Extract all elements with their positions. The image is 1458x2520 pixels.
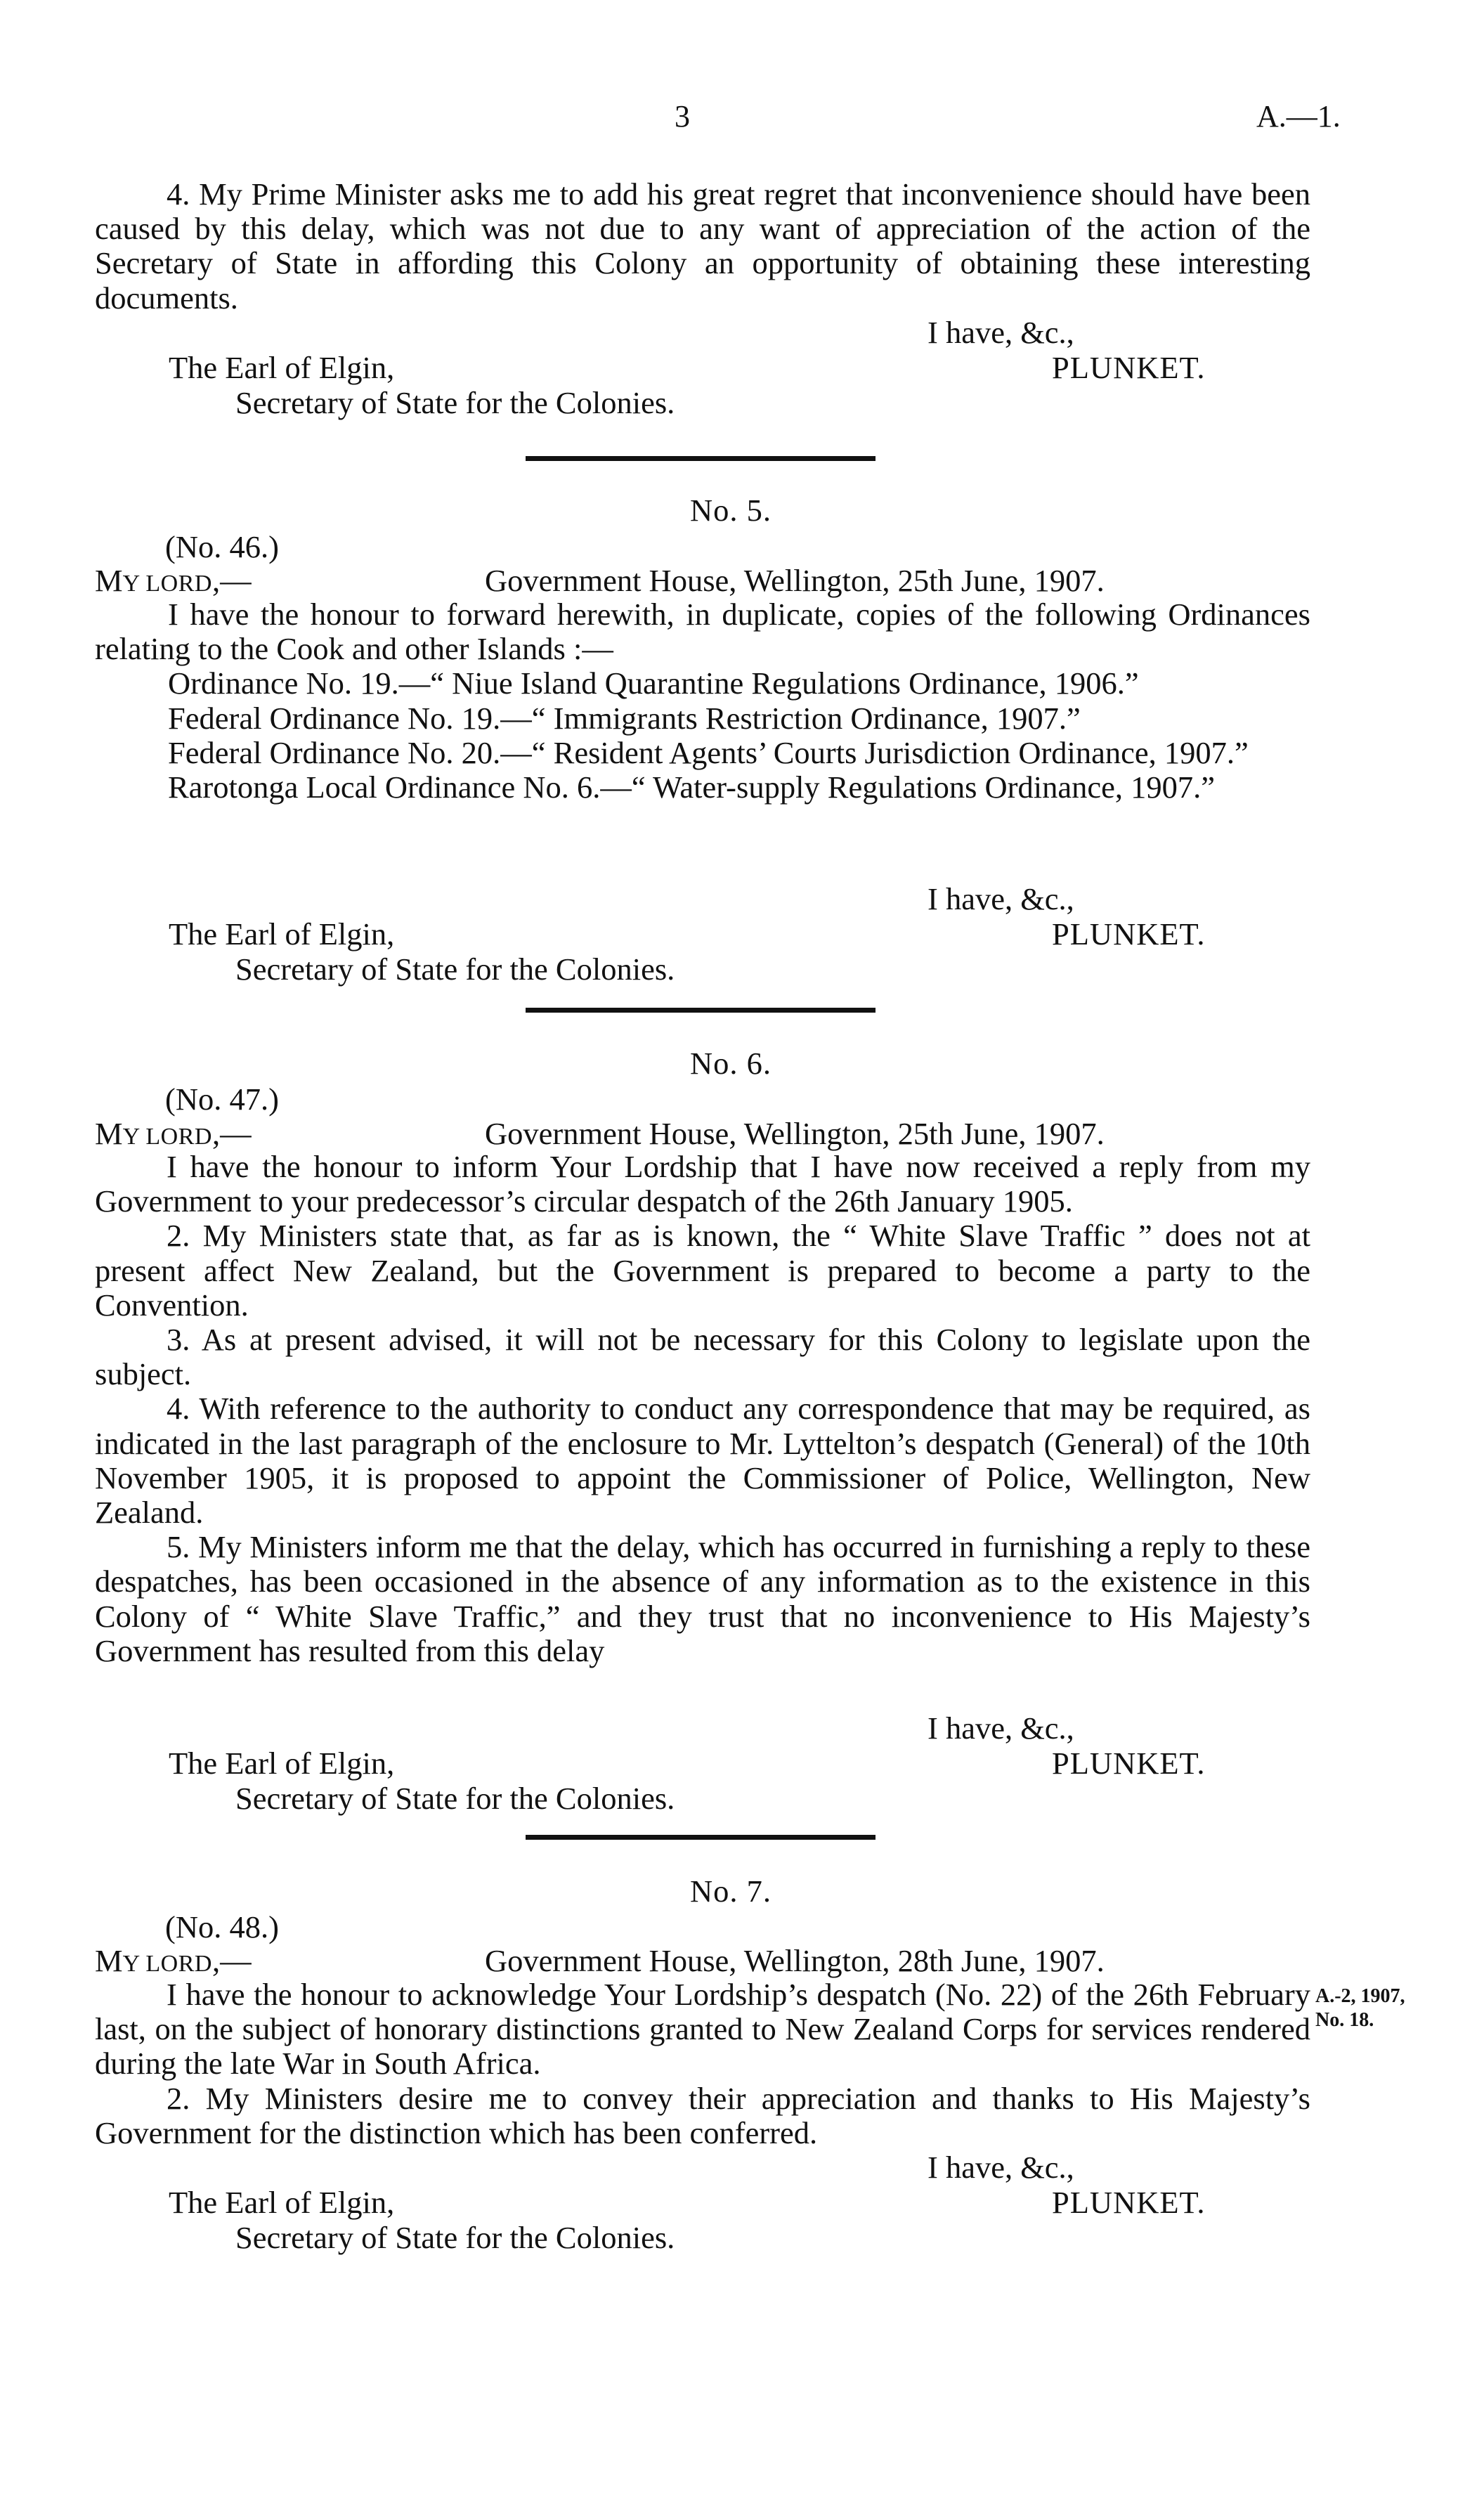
closing-phrase: I have, &c.,	[927, 1710, 1074, 1746]
letter-number: No. 6.	[689, 1046, 772, 1081]
recipient-title: Secretary of State for the Colonies.	[235, 952, 675, 987]
salutation-initial: M	[95, 1943, 123, 1978]
signature: PLUNKET.	[1052, 1746, 1206, 1781]
body-paragraph: I have the honour to forward herewith, in duplicate, copies of the following Ordinances relating to the Cook and other Islands :—	[95, 597, 1310, 667]
body-paragraph: I have the honour to inform Your Lordship that I have now received a reply from my Government to your predecessor’s circular despatch of the 26th January 1905.	[95, 1149, 1310, 1219]
recipient-name: The Earl of Elgin,	[169, 1746, 395, 1781]
body-paragraph: 3. As at present advised, it will not be necessary for this Colony to legislate upon the subject.	[95, 1322, 1310, 1392]
ordinance-item: Federal Ordinance No. 20.—“ Resident Agents’ Courts Jurisdiction Ordinance, 1907.”	[168, 734, 1249, 770]
letter-body	[95, 1977, 1310, 2150]
salutation-dash: ,—	[211, 563, 252, 598]
letter-number: No. 7.	[689, 1873, 772, 1909]
section-divider	[526, 1008, 876, 1013]
despatch-number: (No. 46.)	[165, 529, 279, 564]
ordinance-item: Federal Ordinance No. 19.—“ Immigrants Restriction Ordinance, 1907.”	[168, 700, 1081, 736]
recipient-title: Secretary of State for the Colonies.	[235, 1781, 675, 1816]
ordinance-item: Rarotonga Local Ordinance No. 6.—“ Water-supply Regulations Ordinance, 1907.”	[168, 769, 1215, 805]
place-date: Government House, Wellington, 25th June, 1907.	[485, 563, 1105, 598]
intro-closing	[95, 316, 1310, 421]
margin-note	[1315, 1985, 1405, 2032]
salutation	[95, 1115, 252, 1152]
body-paragraph: I have the honour to acknowledge Your Lordship’s despatch (No. 22) of the 26th February last, on the subject of honorary distinctions granted to New Zealand Corps for services rendered during the late War in South Africa.	[95, 1977, 1310, 2081]
salutation	[95, 562, 252, 599]
recipient-name: The Earl of Elgin,	[169, 916, 395, 952]
recipient-name: The Earl of Elgin,	[169, 349, 395, 385]
signature: PLUNKET.	[1052, 916, 1206, 952]
letter-closing-block	[95, 2150, 1310, 2256]
despatch-number: (No. 48.)	[165, 1909, 279, 1944]
salutation-initial: M	[95, 563, 123, 598]
body-paragraph: 5. My Ministers inform me that the delay, which has occurred in furnishing a reply to these despatches, has been occasioned in the absence of any information as to the existence in this Colony of “ White Slave Traffic,” and they trust that no inconvenience to His Majesty’s Government has resulted from this delay	[95, 1529, 1310, 1668]
letter-body	[95, 597, 1310, 805]
margin-note-line: A.-2, 1907,	[1315, 1985, 1405, 2007]
letter-closing-block	[95, 882, 1310, 987]
closing-phrase: I have, &c.,	[927, 881, 1074, 916]
closing-phrase: I have, &c.,	[927, 314, 1074, 350]
body-paragraph: 2. My Ministers desire me to convey their appreciation and thanks to His Majesty’s Government for the distinction which has been conferred.	[95, 2080, 1310, 2150]
place-date: Government House, Wellington, 28th June, 1907.	[485, 1943, 1105, 1978]
document-reference: A.—1.	[1256, 99, 1341, 134]
ordinance-item: Ordinance No. 19.—“ Niue Island Quarantine Regulations Ordinance, 1906.”	[168, 665, 1139, 701]
letter-closing	[95, 882, 1310, 987]
salutation	[95, 1942, 252, 1979]
body-paragraph: 4. With reference to the authority to conduct any correspondence that may be required, as indicated in the last paragraph of the enclosure to Mr. Lyttelton’s despatch (General) of the 10th November 1905, it is proposed to appoint the Commissioner of Police, Wellington, New Zealand.	[95, 1391, 1310, 1531]
letter-number: No. 5.	[689, 493, 772, 528]
intro-paragraph: 4. My Prime Minister asks me to add his great regret that inconvenience should have been caused by this delay, which was not due to any want of appreciation of the action of the Secretary of State in affording this Colony an opportunity of obtaining these interesting documents.	[95, 176, 1310, 316]
letter-closing	[95, 2150, 1310, 2256]
recipient-title: Secretary of State for the Colonies.	[235, 384, 675, 420]
place-date: Government House, Wellington, 25th June, 1907.	[485, 1116, 1105, 1151]
salutation-dash: ,—	[211, 1116, 252, 1151]
signature: PLUNKET.	[1052, 349, 1206, 385]
letter-closing-block	[95, 1711, 1310, 1817]
letter-body	[95, 1150, 1310, 1668]
salutation-smallcaps: Y LORD	[122, 1951, 212, 1977]
section-divider	[526, 1835, 876, 1840]
despatch-number: (No. 47.)	[165, 1082, 279, 1117]
signature: PLUNKET.	[1052, 2185, 1206, 2220]
section-divider	[526, 456, 876, 461]
closing-phrase: I have, &c.,	[927, 2150, 1074, 2185]
recipient-name: The Earl of Elgin,	[169, 2185, 395, 2220]
page-number: 3	[675, 99, 690, 134]
recipient-title: Secretary of State for the Colonies.	[235, 2220, 675, 2255]
margin-note-line: No. 18.	[1315, 2009, 1374, 2031]
letter-closing	[95, 1711, 1310, 1817]
salutation-smallcaps: Y LORD	[122, 571, 212, 597]
intro-section	[95, 177, 1310, 421]
body-paragraph: 2. My Ministers state that, as far as is known, the “ White Slave Traffic ” does not at present affect New Zealand, but the Government is prepared to become a party to the Convention.	[95, 1218, 1310, 1323]
salutation-dash: ,—	[211, 1943, 252, 1978]
salutation-smallcaps: Y LORD	[122, 1124, 212, 1150]
salutation-initial: M	[95, 1116, 123, 1151]
